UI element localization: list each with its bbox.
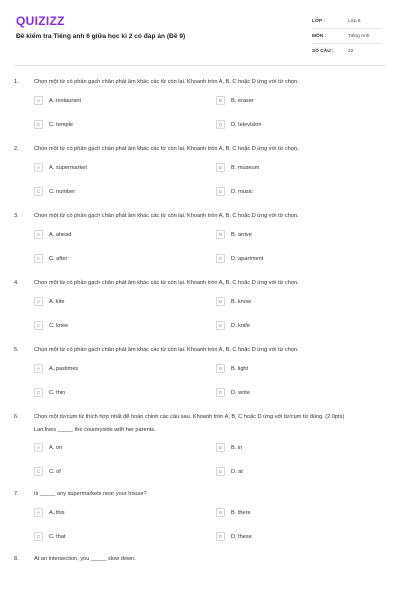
question-text: Chọn một từ có phần gạch chân phát âm khác các từ còn lại. Khoanh tròn A, B, C hoặc D ứng với từ chọn.	[34, 280, 299, 286]
option-text: B. museum	[231, 164, 260, 171]
option-text: B. know	[231, 298, 251, 305]
answer-option[interactable]	[34, 364, 216, 373]
meta-value: Tiếng Anh	[348, 33, 370, 39]
question-text: Is _____ any supermarkets near your house?	[34, 491, 147, 497]
option-letter-box[interactable]: D	[216, 321, 225, 330]
answer-option[interactable]	[34, 96, 216, 105]
question-item	[14, 413, 386, 476]
meta-row-subject	[312, 29, 382, 44]
answer-options	[34, 163, 386, 196]
question-number: 8.	[14, 556, 19, 562]
quizizz-logo: QUIZIZZ	[16, 14, 65, 28]
answer-option[interactable]	[216, 230, 386, 239]
answer-option[interactable]	[34, 388, 216, 397]
question-text: At an intersection, you _____ slow down.	[34, 556, 136, 562]
question-prompt	[14, 279, 386, 287]
answer-option[interactable]	[216, 508, 386, 517]
option-text: C. number	[49, 188, 76, 195]
answer-option[interactable]	[34, 163, 216, 172]
question-prompt	[14, 212, 386, 220]
question-prompt	[14, 78, 386, 86]
answer-option[interactable]	[34, 230, 216, 239]
answer-option[interactable]	[34, 467, 216, 476]
answer-options	[34, 96, 386, 129]
answer-options	[34, 297, 386, 330]
answer-option[interactable]	[34, 254, 216, 263]
question-prompt	[14, 413, 386, 421]
question-item	[14, 78, 386, 129]
answer-option[interactable]	[216, 321, 386, 330]
answer-option[interactable]	[216, 163, 386, 172]
answer-option[interactable]	[216, 388, 386, 397]
option-letter-box[interactable]: B	[216, 230, 225, 239]
option-letter-box[interactable]: D	[216, 467, 225, 476]
question-sentence: Lan lives _____ the countryside with her parents.	[34, 427, 156, 433]
question-text: Chọn một từ có phần gạch chân phát âm khác các từ còn lại. Khoanh tròn A, B, C hoặc D ứng với từ chọn.	[34, 79, 299, 85]
question-item	[14, 145, 386, 196]
question-item	[14, 490, 386, 541]
question-prompt	[14, 555, 386, 563]
option-text: A. supermarket	[49, 164, 87, 171]
option-text: A. this	[49, 509, 65, 516]
option-text: D. write	[231, 389, 250, 396]
option-text: B. eraser	[231, 97, 254, 104]
question-list	[14, 66, 386, 563]
option-letter-box[interactable]: C	[34, 467, 43, 476]
option-letter-box[interactable]: A	[34, 297, 43, 306]
option-letter-box[interactable]: D	[216, 532, 225, 541]
question-prompt	[14, 145, 386, 153]
option-letter-box[interactable]: C	[34, 321, 43, 330]
option-text: A. on	[49, 444, 63, 451]
question-item	[14, 212, 386, 263]
document-title: Đề kiểm tra Tiếng anh 6 giữa học kì 2 có đáp án (Đề 9)	[16, 33, 186, 40]
option-letter-box[interactable]: C	[34, 388, 43, 397]
answer-options	[34, 230, 386, 263]
option-text: D. apartment	[231, 255, 264, 262]
option-text: D. at	[231, 468, 243, 475]
answer-option[interactable]	[216, 364, 386, 373]
answer-option[interactable]	[216, 187, 386, 196]
question-number: 6.	[14, 414, 19, 420]
option-letter-box[interactable]: A	[34, 508, 43, 517]
question-text: Chọn một từ có phần gạch chân phát âm khác các từ còn lại. Khoanh tròn A, B, C hoặc D ứng với từ chọn.	[34, 347, 299, 353]
option-letter-box[interactable]: A	[34, 364, 43, 373]
question-text: Chọn một từ có phần gạch chân phát âm khác các từ còn lại. Khoanh tròn A, B, C hoặc D ứng với từ chọn.	[34, 146, 299, 152]
option-text: B. in	[231, 444, 243, 451]
option-letter-box[interactable]: D	[216, 187, 225, 196]
meta-label: MÔN :	[312, 33, 327, 39]
question-text: Chọn một từ có phần gạch chân phát âm khác các từ còn lại. Khoanh tròn A, B, C hoặc D ứng với từ chọn.	[34, 213, 299, 219]
meta-label: LỚP :	[312, 18, 326, 24]
option-text: A. pastimes	[49, 365, 79, 372]
worksheet-header	[14, 0, 386, 66]
answer-option[interactable]	[34, 532, 216, 541]
meta-value: 22	[348, 49, 354, 54]
meta-value: Lớp 6	[348, 18, 361, 24]
answer-option[interactable]	[216, 443, 386, 452]
question-number: 3.	[14, 213, 19, 219]
answer-options	[34, 443, 386, 476]
option-text: C. temple	[49, 121, 73, 128]
answer-options	[34, 364, 386, 397]
question-prompt	[14, 346, 386, 354]
option-letter-box[interactable]: B	[216, 163, 225, 172]
option-letter-box[interactable]: D	[216, 388, 225, 397]
option-text: D. television	[231, 121, 262, 128]
option-letter-box[interactable]: B	[216, 297, 225, 306]
question-item	[14, 279, 386, 330]
question-number: 5.	[14, 347, 19, 353]
option-letter-box[interactable]: C	[34, 120, 43, 129]
option-letter-box[interactable]: B	[216, 508, 225, 517]
option-text: C. thin	[49, 389, 66, 396]
option-text: B. arrive	[231, 231, 252, 238]
meta-row-count	[312, 44, 382, 59]
option-text: B. there	[231, 509, 251, 516]
meta-label: SỐ CÂU :	[312, 49, 334, 54]
question-number: 2.	[14, 146, 19, 152]
option-letter-box[interactable]: D	[216, 120, 225, 129]
answer-option[interactable]	[34, 508, 216, 517]
option-text: D. these	[231, 533, 252, 540]
answer-option[interactable]	[216, 297, 386, 306]
answer-option[interactable]	[216, 96, 386, 105]
option-letter-box[interactable]: B	[216, 96, 225, 105]
option-text: C. knee	[49, 322, 69, 329]
option-letter-box[interactable]: C	[34, 254, 43, 263]
option-text: A. ahead	[49, 231, 72, 238]
answer-option[interactable]	[216, 532, 386, 541]
option-text: B. light	[231, 365, 249, 372]
option-letter-box[interactable]: C	[34, 187, 43, 196]
question-number: 1.	[14, 79, 19, 85]
answer-option[interactable]	[34, 443, 216, 452]
answer-options	[34, 508, 386, 541]
option-letter-box[interactable]: D	[216, 254, 225, 263]
answer-option[interactable]	[34, 297, 216, 306]
option-letter-box[interactable]: A	[34, 96, 43, 105]
answer-option[interactable]	[34, 120, 216, 129]
question-text: Chọn một từ/cụm từ thích hợp nhất để hoàn chỉnh các câu sau. Khoanh tròn A, B, C hoặc D ứng với từ/cụm từ đúng. (2.0pts)	[34, 414, 345, 420]
option-text: A. restaurant	[49, 97, 82, 104]
answer-option[interactable]	[216, 467, 386, 476]
question-prompt	[14, 490, 386, 498]
answer-option[interactable]	[216, 254, 386, 263]
option-letter-box[interactable]: A	[34, 443, 43, 452]
option-text: C. that	[49, 533, 66, 540]
option-text: A. kite	[49, 298, 65, 305]
option-text: D. music	[231, 188, 253, 195]
option-letter-box[interactable]: C	[34, 532, 43, 541]
question-item	[14, 555, 386, 563]
option-text: C. after	[49, 255, 68, 262]
option-text: C. of	[49, 468, 61, 475]
meta-table	[312, 14, 382, 59]
option-text: D. knife	[231, 322, 250, 329]
answer-option[interactable]	[34, 321, 216, 330]
option-letter-box[interactable]: B	[216, 443, 225, 452]
answer-option[interactable]	[216, 120, 386, 129]
option-letter-box[interactable]: A	[34, 163, 43, 172]
question-number: 4.	[14, 280, 19, 286]
meta-row-class	[312, 14, 382, 29]
question-number: 7.	[14, 491, 19, 497]
answer-option[interactable]	[34, 187, 216, 196]
question-item	[14, 346, 386, 397]
option-letter-box[interactable]: B	[216, 364, 225, 373]
option-letter-box[interactable]: A	[34, 230, 43, 239]
